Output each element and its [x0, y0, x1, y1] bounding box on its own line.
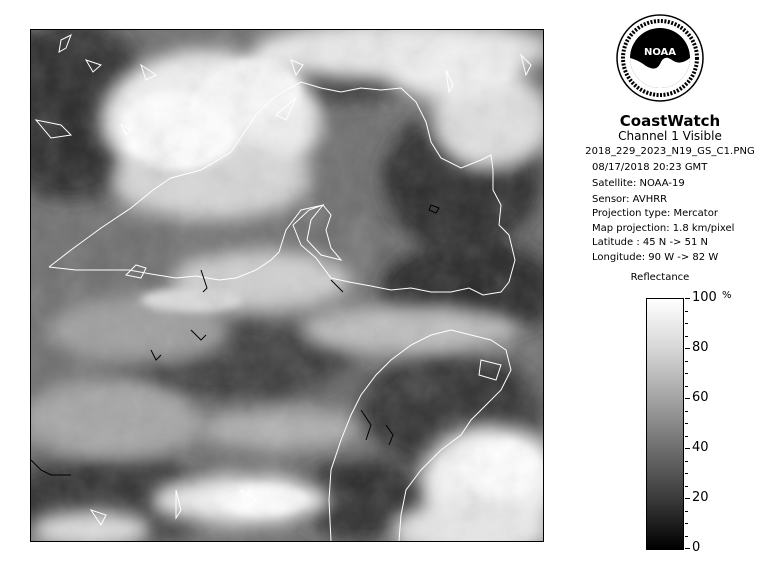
- colorbar-tick-label: 100: [692, 290, 717, 305]
- colorbar-unit: %: [722, 290, 732, 301]
- colorbar-tick-mark: [685, 548, 690, 549]
- colorbar-minor-tick: [685, 436, 688, 437]
- colorbar-minor-tick: [685, 311, 688, 312]
- colorbar-tick-label: 60: [692, 390, 709, 405]
- channel-subtitle: Channel 1 Visible: [618, 129, 722, 143]
- colorbar-minor-tick: [685, 523, 688, 524]
- colorbar-minor-tick: [685, 473, 688, 474]
- latitude-label: Latitude : 45 N -> 51 N: [592, 237, 708, 248]
- colorbar-tick-label: 80: [692, 340, 709, 355]
- colorbar-tick-mark: [685, 448, 690, 449]
- colorbar-tick-mark: [685, 398, 690, 399]
- colorbar-minor-tick: [685, 461, 688, 462]
- product-title: CoastWatch: [619, 112, 721, 130]
- colorbar-minor-tick: [685, 511, 688, 512]
- projection-type-label: Projection type: Mercator: [592, 208, 718, 219]
- date-time-label: 08/17/2018 20:23 GMT: [592, 162, 708, 173]
- colorbar-tick-label: 0: [692, 540, 701, 555]
- colorbar-tick-mark: [685, 298, 690, 299]
- colorbar-tick-label: 20: [692, 490, 709, 505]
- satellite-image: [31, 30, 543, 541]
- colorbar-title: Reflectance: [630, 272, 690, 283]
- map-projection-label: Map projection: 1.8 km/pixel: [592, 223, 735, 234]
- longitude-label: Longitude: 90 W -> 82 W: [592, 252, 719, 263]
- filename-label: 2018_229_2023_N19_GS_C1.PNG: [585, 146, 755, 157]
- colorbar-tick-mark: [685, 348, 690, 349]
- colorbar-minor-tick: [685, 323, 688, 324]
- colorbar-minor-tick: [685, 373, 688, 374]
- colorbar-minor-tick: [685, 536, 688, 537]
- satellite-image-panel: [30, 29, 544, 542]
- reflectance-colorbar: [646, 298, 684, 550]
- colorbar-minor-tick: [685, 486, 688, 487]
- colorbar-minor-tick: [685, 336, 688, 337]
- noaa-logo: [616, 14, 704, 102]
- colorbar-minor-tick: [685, 361, 688, 362]
- colorbar-tick-label: 40: [692, 440, 709, 455]
- colorbar-minor-tick: [685, 411, 688, 412]
- colorbar-minor-tick: [685, 423, 688, 424]
- colorbar-tick-mark: [685, 498, 690, 499]
- satellite-label: Satellite: NOAA-19: [592, 178, 685, 189]
- colorbar-minor-tick: [685, 386, 688, 387]
- logo-text: NOAA: [643, 47, 677, 58]
- sensor-label: Sensor: AVHRR: [592, 194, 668, 205]
